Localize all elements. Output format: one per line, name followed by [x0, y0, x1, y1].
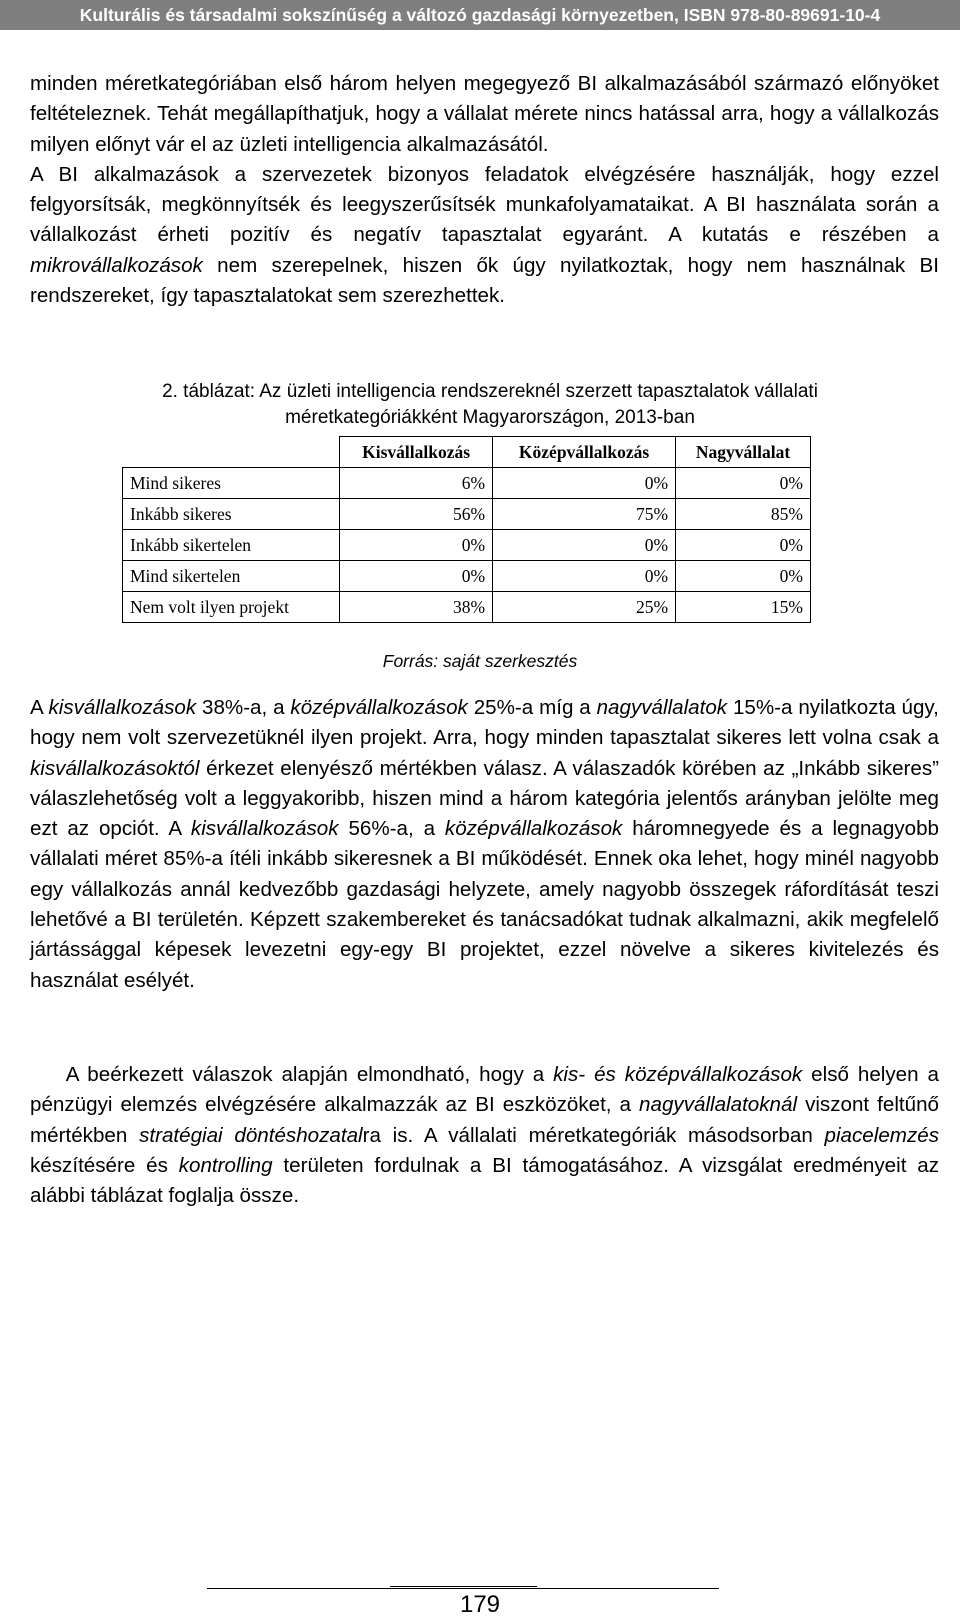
- table-cell: 0%: [493, 468, 676, 499]
- column-header: Nagyvállalat: [676, 437, 811, 468]
- paragraph-2-text: 38%-a, a: [201, 696, 285, 719]
- paragraph-2-text: 56%-a, a: [348, 817, 436, 841]
- page-number: 179: [459, 1591, 501, 1618]
- row-label: Inkább sikertelen: [123, 530, 340, 561]
- paragraph-3-emphasis: kontrolling: [178, 1153, 273, 1177]
- paragraph-1-part-1: minden méretkategóriában első három helyen megegyező BI alkalmazásából származó előnyöket feltételeznek. Tehát megállapíthatjuk, hogy a vállalat mérete nincs hatással arra, hogy a vállalkozás milyen előnyt vár el az üzleti intelligencia alkalmazásától.: [30, 72, 939, 156]
- paragraph-2-text: 25%-a míg a: [473, 696, 591, 719]
- row-label: Mind sikeres: [123, 468, 340, 499]
- table-row: [123, 468, 811, 499]
- paragraph-2: [30, 693, 939, 996]
- table-source: Forrás: saját szerkesztés: [382, 651, 578, 671]
- table-cell: 75%: [493, 499, 676, 530]
- table-row: [123, 499, 811, 530]
- paragraph-3-text: viszont feltűnő mértékben: [30, 1093, 940, 1147]
- paragraph-3-emphasis: nagyvállalatoknál: [639, 1093, 798, 1117]
- table-row: [123, 592, 811, 623]
- table-cell: 85%: [676, 499, 811, 530]
- footer-rule-short: [390, 1586, 537, 1587]
- row-label: Mind sikertelen: [123, 561, 340, 592]
- table-row: [123, 530, 811, 561]
- paragraph-1-emphasis: mikrovállalkozások: [30, 253, 203, 277]
- table-cell: 25%: [493, 592, 676, 623]
- paragraph-3-text: A beérkezett válaszok alapján elmondható, hogy a: [65, 1063, 545, 1086]
- paragraph-2-emphasis: középvállalkozások: [290, 696, 468, 719]
- paragraph-3-text: készítésére és: [30, 1153, 168, 1177]
- paragraph-2-emphasis: nagyvállalatok: [596, 696, 728, 719]
- paragraph-2-emphasis: kisvállalkozások: [48, 696, 197, 719]
- paragraph-3: [30, 1060, 939, 1211]
- table-caption-line-1: 2. táblázat: Az üzleti intelligencia rendszereknél szerzett tapasztalatok vállalati: [162, 381, 818, 402]
- paragraph-2-text: háromnegyede és a legnagyobb vállalati méret 85%-a ítéli inkább sikeresnek a BI működését. Ennek oka lehet, hogy minél nagyobb egy vállalkozás annál kedvezőbb gazdasági helyzete, amely nagyobb összegek ráfordítását teszi lehetővé a BI területén. Képzett szakembereket és tanácsadókat tudnak alkalmazni, akik megfelelő jártássággal képesek levezetni egy-egy BI projektet, ezzel növelve a sikeres kivitelezés és használat esélyét.: [30, 817, 939, 992]
- paragraph-2-text: érkezet elenyésző mértékben válasz. A válaszadók körében az „Inkább sikeres” válaszlehetőség volt a leggyakoribb, hiszen mind a három kategória jelentős arányban jelölte meg ezt az opciót. A: [30, 756, 939, 841]
- table-cell: 6%: [340, 468, 493, 499]
- table-cell: 0%: [340, 530, 493, 561]
- paragraph-2-emphasis: középvállalkozások: [444, 817, 623, 841]
- paragraph-1: [30, 69, 939, 311]
- table-header-row: [123, 437, 811, 468]
- table-corner-cell: [123, 437, 340, 468]
- paragraph-2-text: A: [30, 696, 43, 719]
- paragraph-3-emphasis: piacelemzés: [824, 1123, 939, 1147]
- table-cell: 0%: [493, 530, 676, 561]
- table-cell: 56%: [340, 499, 493, 530]
- table-cell: 38%: [340, 592, 493, 623]
- column-header: Kisvállalkozás: [340, 437, 493, 468]
- table-cell: 0%: [340, 561, 493, 592]
- paragraph-2-emphasis: kisvállalkozások: [190, 817, 339, 841]
- paragraph-1-part-2: A BI alkalmazások a szervezetek bizonyos feladatok elvégzésére használják, hogy ezzel felgyorsítsák, megkönnyítsék és leegyszerűsítsék munkafolyamataikat. A BI használata során a vállalkozást érheti pozitív és negatív tapasztalat egyaránt. A kutatás e részében a: [30, 162, 939, 247]
- paragraph-2-emphasis: kisvállalkozásoktól: [30, 756, 200, 780]
- running-header: Kulturális és társadalmi sokszínűség a változó gazdasági környezetben, ISBN 978-80-89691-10-4: [0, 0, 960, 30]
- paragraph-3-text: első helyen a pénzügyi elemzés elvégzésére alkalmazzák az BI eszközöket, a: [30, 1063, 939, 1117]
- paragraph-1-part-3: nem szerepelnek, hiszen ők úgy nyilatkoztak, hogy nem használnak BI rendszereket, így tapasztalatokat sem szerezhettek.: [30, 253, 939, 308]
- table-caption-line-2: méretkategóriákként Magyarországon, 2013-ban: [285, 407, 695, 428]
- paragraph-3-emphasis: kis- és középvállalkozások: [553, 1063, 803, 1086]
- table-row: [123, 561, 811, 592]
- table-caption: [40, 379, 940, 431]
- column-header: Középvállalkozás: [493, 437, 676, 468]
- row-label: Nem volt ilyen projekt: [123, 592, 340, 623]
- table-cell: 0%: [676, 468, 811, 499]
- table-cell: 0%: [493, 561, 676, 592]
- paragraph-3-emphasis: stratégiai döntéshozatal: [139, 1123, 363, 1147]
- row-label: Inkább sikeres: [123, 499, 340, 530]
- results-table: [122, 436, 811, 623]
- paragraph-3-text: ra is. A vállalati méretkategóriák másodsorban: [362, 1123, 813, 1147]
- table-cell: 0%: [676, 561, 811, 592]
- footer-rule: [207, 1588, 719, 1589]
- paragraph-2-text: 15%-a nyilatkozta úgy, hogy nem volt szervezetüknél ilyen projekt. Arra, hogy minden tapasztalat sikeres lett volna csak a: [30, 696, 939, 750]
- table-cell: 15%: [676, 592, 811, 623]
- paragraph-3-text: területen fordulnak a BI támogatásához. A vizsgálat eredményeit az alábbi táblázat foglalja össze.: [30, 1153, 939, 1208]
- table-cell: 0%: [676, 530, 811, 561]
